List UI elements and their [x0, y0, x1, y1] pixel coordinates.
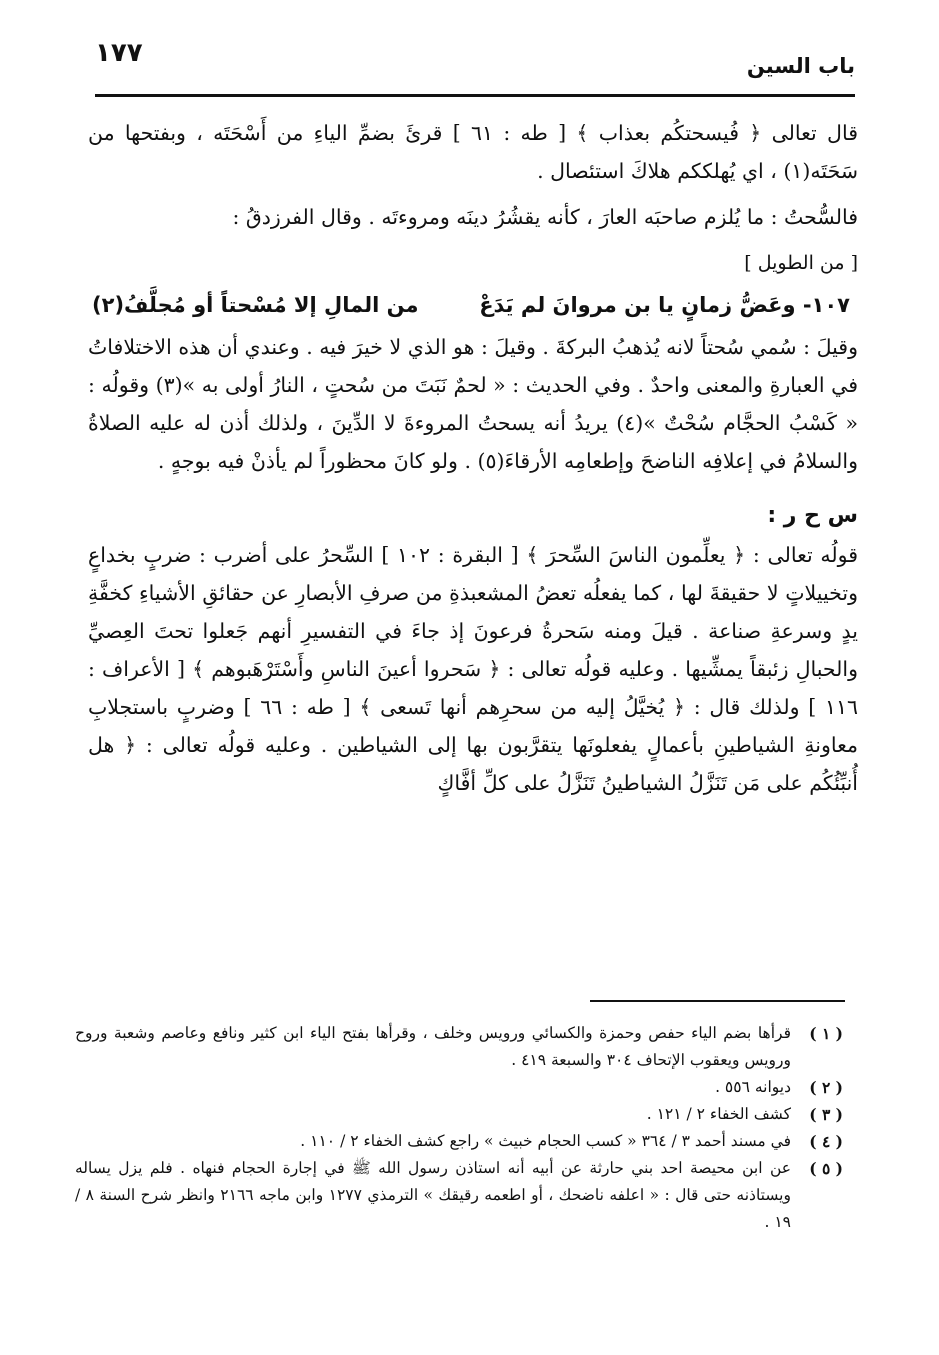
footnote-number: ( ١ ) [809, 1024, 843, 1043]
footnote [75, 1020, 843, 1074]
footnote [75, 1074, 843, 1101]
paragraph-suht-meaning: فالسُّحتُ : ما يُلزم صاحبَه العارَ ، كأنه يقشُرُ دينَه ومروءتَه . وقال الفرزدقُ : [232, 205, 858, 229]
footnote-number: ( ٢ ) [809, 1078, 843, 1097]
footnote-text: عن ابن محيصة احد بني حارثة عن أبيه أنه استاذن رسول الله ﷺ في إجارة الحجام فنهاه . فلم يزل يساله ويستاذنه حتى قال : « اعلفه ناضحك ، أو اطعمه رقيقك » الترمذي ١٢٧٧ وابن ماجه ٢١٦٦ وانظر شرح السنة ٨ / ١٩ . [75, 1159, 791, 1231]
footnotes [75, 1020, 843, 1236]
page-header [95, 36, 855, 97]
page-number: ١٧٧ [95, 38, 143, 68]
footnote-number: ( ٤ ) [809, 1132, 843, 1151]
chapter-title: باب السين [746, 54, 855, 78]
footnote-text: كشف الخفاء ٢ / ١٢١ . [646, 1105, 791, 1123]
footnote-text: ديوانه ٥٥٦ . [715, 1078, 791, 1096]
poetry-verse [88, 282, 858, 328]
paragraph-sahata-definition: قال تعالى ﴿ فُيسحتكُم بعذاب ﴾ [ طه : ٦١ ] قرئَ بضمِّ الياءِ من أَسْحَتَه ، وبفتحها من سَحَتَه(١) ، اي يُهلككم هلاكَ استئصال . [88, 121, 858, 183]
footnote-text: في مسند أحمد ٣ / ٣٦٤ « كسب الحجام خبيث » راجع كشف الخفاء ٢ / ١١٠ . [300, 1132, 791, 1150]
footnote-number: ( ٥ ) [809, 1159, 843, 1178]
verse-first-hemistich: ١٠٧- وعَضُّ زمانٍ يا بن مروانَ لم يَدَعْ [479, 293, 850, 317]
footnote [75, 1155, 843, 1236]
footnote-number: ( ٣ ) [809, 1105, 843, 1124]
paragraph-suht-explanation: وقيلَ : سُمي سُحتاً لانه يُذهبُ البركةَ . وقيلَ : هو الذي لا خيرَ فيه . وعندي أن هذه الاختلافاتُ في العبارةِ والمعنى واحدٌ . وفي الحديث : « لحمٌ نَبَتَ من سُحتٍ ، النارُ أولى به »(٣) وقولُه : « كَسْبُ الحجَّام سُحْتٌ »(٤) يريدُ أنه يسحتُ المروءةَ لا الدِّينَ ، ولذلك أذن له عليه الصلاةُ والسلامُ في إعلافِه الناضحَ وإطعامِه الأرقاءَ(٥) . ولو كانَ محظوراً لم يأذنْ فيه بوجهٍ . [88, 335, 858, 473]
footnote [75, 1101, 843, 1128]
root-heading: س ح ر : [767, 503, 858, 528]
footnote-text: قرأها بضم الياء حفص وحمزة والكسائي ورويس وخلف ، وقرأها بفتح الياء ابن كثير ونافع وعاصم وشعبة وروح ورويس ويعقوب الإتحاف ٣٠٤ والسبعة ٤١٩ . [75, 1024, 791, 1069]
verse-second-hemistich: من المالِ إلا مُسْحتاً أو مُجلَّفُ(٢) [92, 293, 419, 317]
footnote-divider [590, 1000, 845, 1002]
paragraph-sihr-definition: قولُه تعالى : ﴿ يعلِّمون الناسَ السِّحرَ ﴾ [ البقرة : ١٠٢ ] السِّحرُ على أضرب : ضربٍ بخداعٍ وتخييلاتٍ لا حقيقةَ لها ، كما يفعلُه تعضُ المشعبذةِ من صرفِ الأبصارِ عن حقائقِ الأشياءِ كخفَّةِ يدٍ وسرعةِ صناعة . قيلَ ومنه سَحرةُ فرعونَ إذ جاءَ في التفسيرِ أنهم جَعلوا تحتَ العِصيِّ والحبالِ زئبقاً يمشِّيها . وعليه قولُه تعالى : ﴿ سَحروا أعينَ الناسِ وأَسْتَرْهَبوهم ﴾ [ الأعراف : ١١٦ ] ولذلك قال : ﴿ يُخيَّلُ إليه من سحرِهم أنها تَسعى ﴾ [ طه : ٦٦ ] وضربٍ باستجلابِ معاونةِ الشياطينِ بأعمالٍ يفعلونَها يتقرَّبون بها إلى الشياطين . وعليه قولُه تعالى : ﴿ هل أُنبِّئُكُم على مَن تَنَزَّلُ الشياطينُ تَنَزَّلُ على كلِّ أفَّاكٍ [88, 543, 858, 795]
main-text [88, 114, 858, 802]
footnote [75, 1128, 843, 1155]
poetic-meter-label: [ من الطويل ] [744, 252, 858, 274]
